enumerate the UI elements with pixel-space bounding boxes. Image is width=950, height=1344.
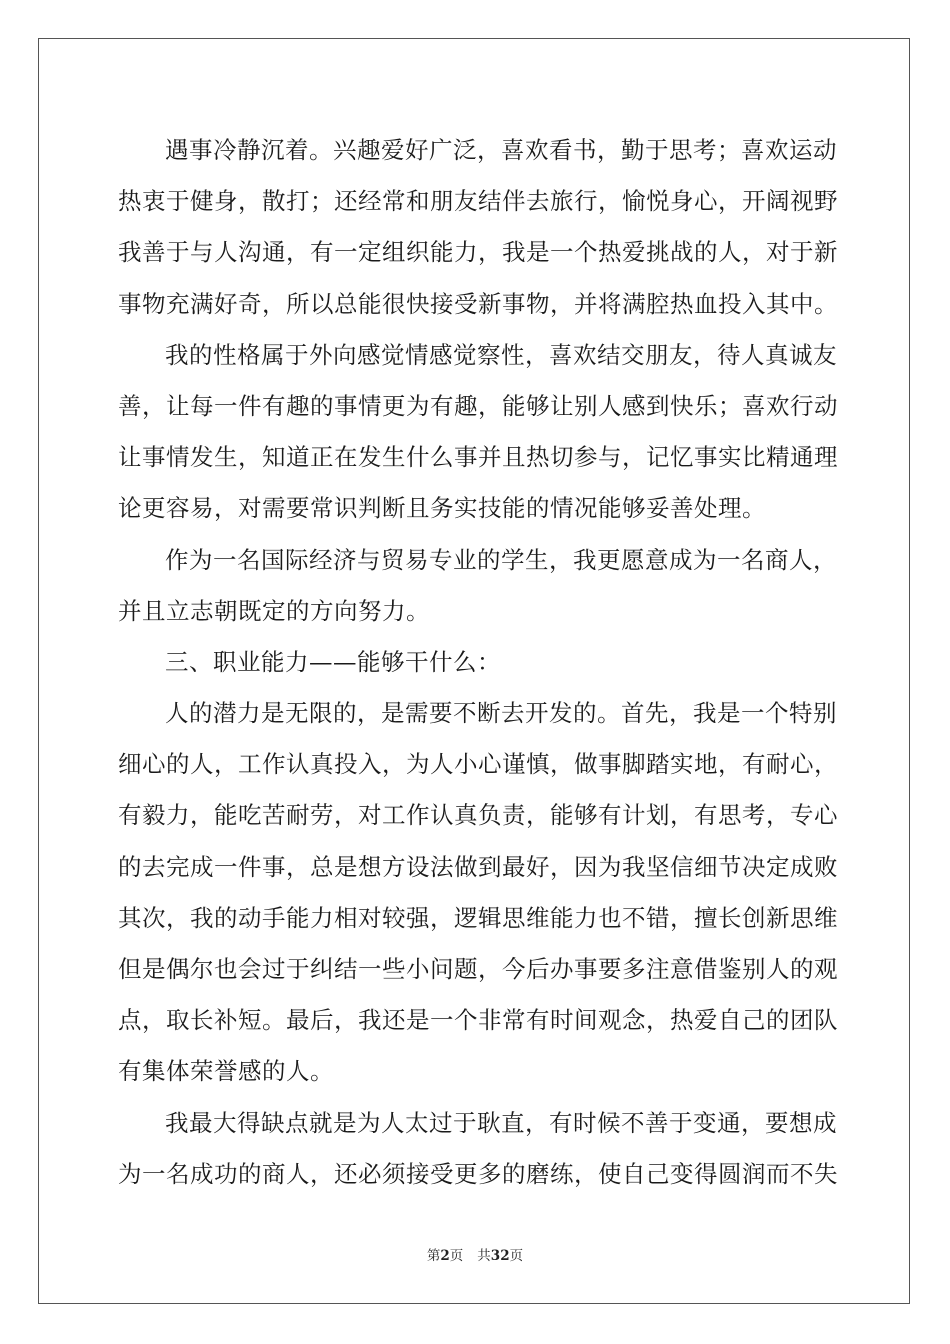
- footer-page-number: 2: [440, 1248, 450, 1264]
- text-line: 让事情发生，知道正在发生什么事并且热切参与，记忆事实比精通理: [118, 443, 838, 472]
- text-line: 为一名成功的商人，还必须接受更多的磨练，使自己变得圆润而不失: [118, 1159, 838, 1188]
- footer-total-pages: 32: [490, 1248, 510, 1264]
- text-line: 事物充满好奇，所以总能很快接受新事物，并将满腔热血投入其中。: [118, 289, 838, 318]
- text-line: 善，让每一件有趣的事情更为有趣，能够让别人感到快乐；喜欢行动: [118, 391, 838, 420]
- text-line: 有集体荣誉感的人。: [118, 1057, 334, 1086]
- text-line: 其次，我的动手能力相对较强，逻辑思维能力也不错，擅长创新思维: [118, 903, 838, 932]
- text-line: 我最大得缺点就是为人太过于耿直，有时候不善于变通，要想成: [165, 1108, 837, 1137]
- text-line: 并且立志朝既定的方向努力。: [118, 596, 430, 625]
- text-line: 我善于与人沟通，有一定组织能力，我是一个热爱挑战的人，对于新: [118, 238, 838, 267]
- text-line: 三、职业能力——能够干什么：: [165, 647, 501, 676]
- text-line: 点，取长补短。最后，我还是一个非常有时间观念，热爱自己的团队: [118, 1006, 838, 1035]
- text-line: 人的潜力是无限的，是需要不断去开发的。首先，我是一个特别: [165, 699, 837, 728]
- text-line: 有毅力，能吃苦耐劳，对工作认真负责，能够有计划，有思考，专心: [118, 801, 838, 830]
- text-line: 我的性格属于外向感觉情感觉察性，喜欢结交朋友，待人真诚友: [165, 340, 837, 369]
- text-line: 论更容易，对需要常识判断且务实技能的情况能够妥善处理。: [118, 494, 766, 523]
- text-line: 作为一名国际经济与贸易专业的学生，我更愿意成为一名商人，: [165, 545, 837, 574]
- text-line: 热衷于健身，散打；还经常和朋友结伴去旅行，愉悦身心，开阔视野: [118, 187, 838, 216]
- text-line: 遇事冷静沉着。兴趣爱好广泛，喜欢看书，勤于思考；喜欢运动: [165, 136, 837, 164]
- document-body: [118, 125, 836, 1200]
- page-footer: [0, 1244, 950, 1264]
- footer-total-prefix: 共: [477, 1248, 491, 1264]
- footer-total-suffix: 页: [509, 1248, 524, 1264]
- text-line: 细心的人，工作认真投入，为人小心谨慎，做事脚踏实地，有耐心，: [118, 750, 838, 779]
- footer-page-suffix: 页: [449, 1248, 464, 1264]
- text-line: 的去完成一件事，总是想方设法做到最好，因为我坚信细节决定成败: [118, 852, 838, 881]
- text-line: 但是偶尔也会过于纠结一些小问题，今后办事要多注意借鉴别人的观: [118, 955, 838, 983]
- footer-page-prefix: 第: [426, 1248, 441, 1264]
